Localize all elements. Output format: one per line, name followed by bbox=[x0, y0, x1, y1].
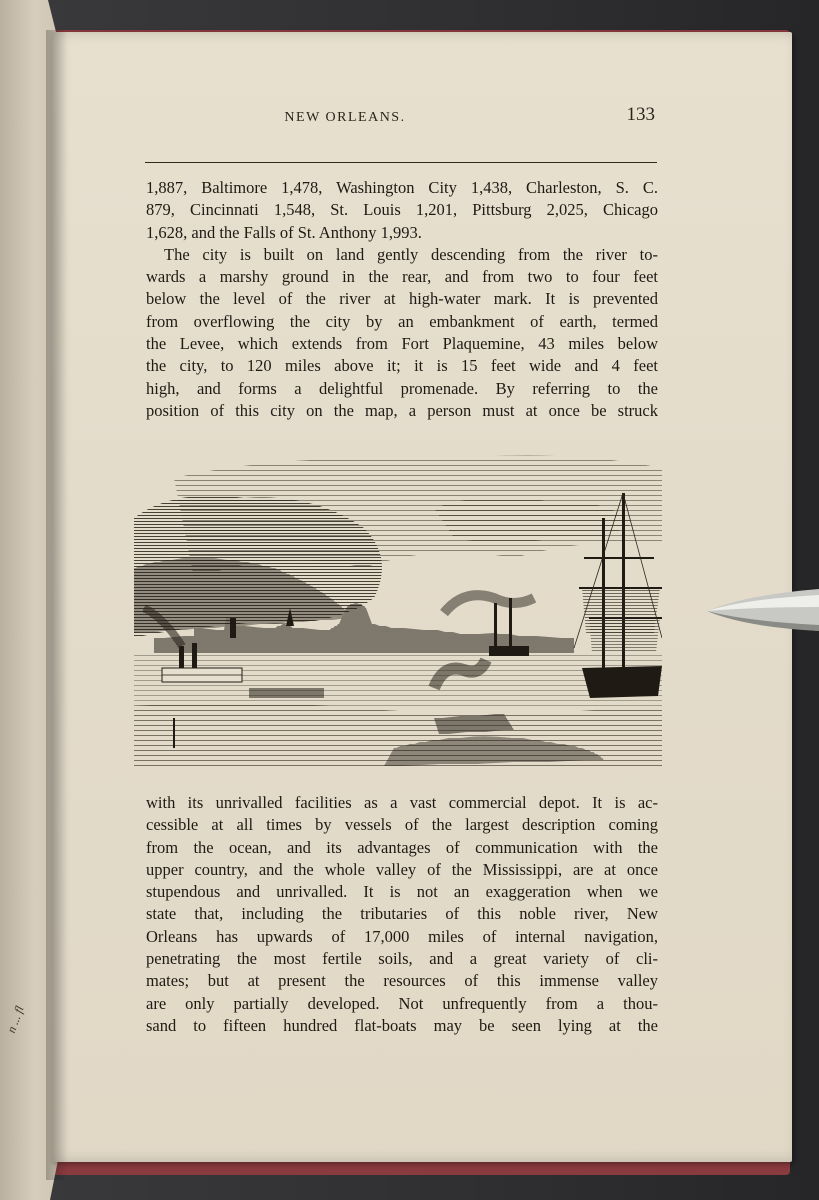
text-line: with its unrivalled facilities as a vast commercial depot. It is ac- bbox=[146, 793, 658, 812]
text-line: upper country, and the whole valley of the Mississippi, are at once bbox=[146, 859, 658, 879]
running-head: NEW ORLEANS. bbox=[284, 110, 406, 125]
header-rule bbox=[145, 162, 657, 163]
engraving-new-orleans-harbor-icon bbox=[134, 448, 662, 766]
text-line: are only partially developed. Not unfrequently from a thou- bbox=[146, 993, 658, 1013]
page-header bbox=[95, 102, 655, 132]
text-line: stupendous and unrivalled. It is not an exaggeration when we bbox=[146, 882, 658, 902]
text-line: state that, including the tributaries of this noble river, New bbox=[146, 904, 658, 924]
text-line: mates; but at present the resources of this immense valley bbox=[146, 971, 658, 991]
text-line: wards a marshy ground in the rear, and from two to four feet bbox=[146, 267, 658, 287]
text-line: below the level of the river at high-water mark. It is prevented bbox=[146, 289, 658, 309]
spine-shadow bbox=[46, 30, 68, 1180]
text-line: Orleans has upwards of 17,000 miles of internal navigation, bbox=[146, 926, 658, 946]
text-line: 1,887, Baltimore 1,478, Washington City 1,438, Charleston, S. C. bbox=[146, 178, 658, 197]
text-line: The city is built on land gently descending from the river to- bbox=[164, 244, 658, 264]
margin-handwriting: n ... fl bbox=[4, 1003, 27, 1035]
text-line: 1,628, and the Falls of St. Anthony 1,993. bbox=[146, 222, 422, 242]
text-line: from the ocean, and its advantages of communication with the bbox=[146, 837, 658, 857]
text-line: the city, to 120 miles above it; it is 15 feet wide and 4 feet bbox=[146, 356, 658, 376]
text-line: cessible at all times by vessels of the largest description coming bbox=[146, 815, 658, 835]
text-line: from overflowing the city by an embankment of earth, termed bbox=[146, 311, 658, 331]
text-line: high, and forms a delightful promenade. By referring to the bbox=[146, 378, 658, 398]
pen-tip-icon bbox=[705, 585, 819, 635]
text-line: sand to fifteen hundred flat-boats may be seen lying at the bbox=[146, 1015, 658, 1035]
text-block-bottom bbox=[146, 792, 658, 1037]
text-block-top bbox=[146, 177, 658, 422]
text-line: penetrating the most fertile soils, and a great variety of cli- bbox=[146, 949, 658, 969]
text-line: position of this city on the map, a person must at once be struck bbox=[146, 400, 658, 420]
text-line: 879, Cincinnati 1,548, St. Louis 1,201, Pittsburg 2,025, Chicago bbox=[146, 200, 658, 220]
text-line: the Levee, which extends from Fort Plaquemine, 43 miles below bbox=[146, 334, 658, 354]
page-number: 133 bbox=[626, 104, 655, 125]
